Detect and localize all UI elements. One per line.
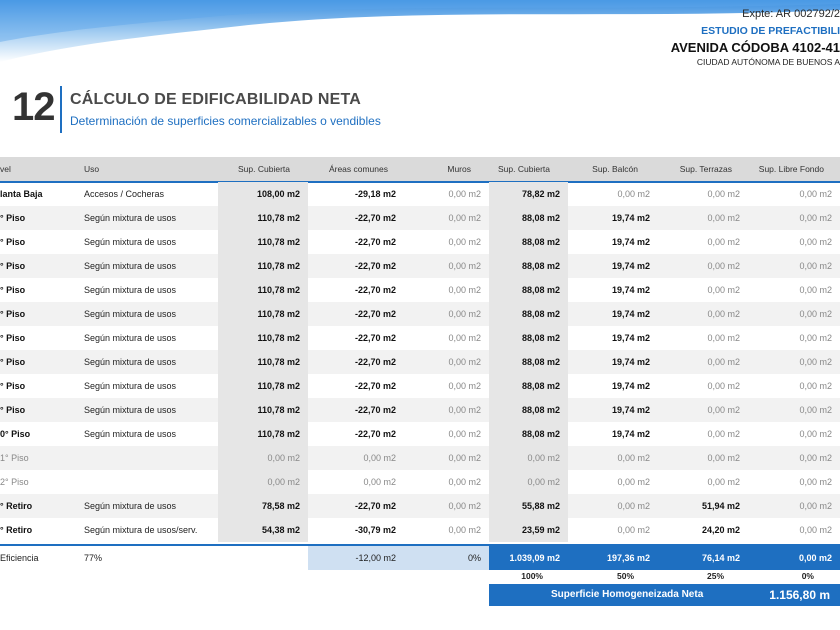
cell-sup-balcon: 0,00 m2 bbox=[617, 525, 650, 535]
cell-nivel: ° Retiro bbox=[0, 501, 33, 511]
cell-areas-comunes: -22,70 m2 bbox=[354, 405, 396, 415]
cell-areas-comunes: -22,70 m2 bbox=[354, 309, 396, 319]
cell-sup-balcon: 19,74 m2 bbox=[611, 381, 650, 391]
cell-sup-balcon: 19,74 m2 bbox=[611, 261, 650, 271]
cell-uso: Según mixtura de usos bbox=[84, 357, 177, 367]
cell-sup-libre-fondo: 0,00 m2 bbox=[799, 285, 832, 295]
cell-areas-comunes: -22,70 m2 bbox=[354, 285, 396, 295]
cell-sup-cubierta: 110,78 m2 bbox=[218, 422, 308, 446]
cell-sup-cubierta-neta: 88,08 m2 bbox=[489, 230, 568, 254]
cell-sup-balcon: 0,00 m2 bbox=[617, 501, 650, 511]
cell-nivel: 1° Piso bbox=[0, 453, 29, 463]
cell-muros: 0,00 m2 bbox=[448, 237, 481, 247]
cell-muros: 0,00 m2 bbox=[448, 525, 481, 535]
cell-sup-cubierta-neta: 88,08 m2 bbox=[489, 302, 568, 326]
cell-sup-libre-fondo: 0,00 m2 bbox=[799, 237, 832, 247]
table-header bbox=[0, 157, 840, 183]
cell-sup-libre-fondo: 0,00 m2 bbox=[799, 261, 832, 271]
cell-nivel: ° Piso bbox=[0, 381, 26, 391]
col-header-sup-balcon: Sup. Balcón bbox=[592, 164, 638, 174]
cell-sup-balcon: 19,74 m2 bbox=[611, 333, 650, 343]
superficie-neta-bar bbox=[489, 584, 840, 606]
cell-sup-libre-fondo: 0,00 m2 bbox=[799, 357, 832, 367]
coef-sup-cubierta: 100% bbox=[521, 571, 543, 581]
section-title: CÁLCULO DE EDIFICABILIDAD NETA bbox=[70, 91, 362, 108]
cell-areas-comunes: -29,18 m2 bbox=[354, 189, 396, 199]
cell-uso: Según mixtura de usos bbox=[84, 501, 177, 511]
cell-sup-terrazas: 0,00 m2 bbox=[707, 237, 740, 247]
totals-row bbox=[0, 544, 840, 570]
cell-sup-terrazas: 0,00 m2 bbox=[707, 189, 740, 199]
table-row bbox=[0, 470, 840, 494]
address-title: AVENIDA CÓDOBA 4102-41 bbox=[670, 40, 840, 55]
cell-muros: 0,00 m2 bbox=[448, 477, 481, 487]
col-header-sup-cubierta-neta: Sup. Cubierta bbox=[498, 164, 550, 174]
cell-sup-terrazas: 0,00 m2 bbox=[707, 381, 740, 391]
cell-sup-libre-fondo: 0,00 m2 bbox=[799, 525, 832, 535]
study-label: ESTUDIO DE PREFACTIBILI bbox=[701, 25, 840, 37]
cell-sup-cubierta: 110,78 m2 bbox=[218, 206, 308, 230]
cell-nivel: 2° Piso bbox=[0, 477, 29, 487]
cell-muros: 0,00 m2 bbox=[448, 285, 481, 295]
cell-nivel: ° Piso bbox=[0, 285, 26, 295]
coef-sup-terrazas: 25% bbox=[706, 571, 724, 581]
totals-sup-cubierta: 1.039,09 m2 bbox=[489, 546, 568, 570]
cell-sup-terrazas: 0,00 m2 bbox=[707, 285, 740, 295]
totals-sup-terrazas: 76,14 m2 bbox=[658, 546, 748, 570]
cell-areas-comunes: -22,70 m2 bbox=[354, 333, 396, 343]
cell-sup-cubierta: 110,78 m2 bbox=[218, 302, 308, 326]
cell-sup-cubierta: 110,78 m2 bbox=[218, 374, 308, 398]
totals-areas-comunes: -12,00 m2 bbox=[308, 546, 404, 570]
cell-uso: Según mixtura de usos bbox=[84, 429, 177, 439]
cell-sup-libre-fondo: 0,00 m2 bbox=[799, 381, 832, 391]
cell-nivel: ° Piso bbox=[0, 237, 26, 247]
cell-sup-balcon: 19,74 m2 bbox=[611, 237, 650, 247]
cell-sup-terrazas: 0,00 m2 bbox=[707, 261, 740, 271]
cell-sup-libre-fondo: 0,00 m2 bbox=[799, 453, 832, 463]
cell-sup-cubierta-neta: 88,08 m2 bbox=[489, 254, 568, 278]
table-row bbox=[0, 374, 840, 398]
cell-sup-balcon: 0,00 m2 bbox=[617, 189, 650, 199]
table-row bbox=[0, 230, 840, 254]
cell-sup-balcon: 19,74 m2 bbox=[611, 213, 650, 223]
cell-uso: Según mixtura de usos bbox=[84, 333, 177, 343]
cell-sup-balcon: 19,74 m2 bbox=[611, 357, 650, 367]
cell-sup-cubierta-neta: 88,08 m2 bbox=[489, 278, 568, 302]
cell-sup-cubierta: 108,00 m2 bbox=[218, 182, 308, 206]
expediente-number: Expte: AR 002792/2 bbox=[742, 8, 840, 20]
cell-sup-terrazas: 0,00 m2 bbox=[707, 405, 740, 415]
cell-sup-cubierta: 78,58 m2 bbox=[218, 494, 308, 518]
cell-sup-terrazas: 0,00 m2 bbox=[707, 429, 740, 439]
table-row bbox=[0, 398, 840, 422]
cell-uso: Según mixtura de usos bbox=[84, 381, 177, 391]
table-row bbox=[0, 182, 840, 206]
cell-sup-cubierta-neta: 23,59 m2 bbox=[489, 518, 568, 542]
totals-sup-libre-fondo: 0,00 m2 bbox=[748, 546, 840, 570]
totals-label: Eficiencia bbox=[0, 553, 39, 563]
cell-sup-cubierta: 110,78 m2 bbox=[218, 350, 308, 374]
cell-uso bbox=[84, 446, 218, 470]
cell-uso: Según mixtura de usos bbox=[84, 309, 177, 319]
totals-sup-balcon: 197,36 m2 bbox=[568, 546, 658, 570]
cell-sup-cubierta-neta: 0,00 m2 bbox=[489, 470, 568, 494]
cell-sup-libre-fondo: 0,00 m2 bbox=[799, 213, 832, 223]
cell-nivel: ° Piso bbox=[0, 261, 26, 271]
cell-sup-cubierta: 110,78 m2 bbox=[218, 230, 308, 254]
cell-sup-cubierta: 0,00 m2 bbox=[218, 446, 308, 470]
cell-sup-balcon: 19,74 m2 bbox=[611, 309, 650, 319]
cell-sup-terrazas: 0,00 m2 bbox=[707, 357, 740, 367]
cell-muros: 0,00 m2 bbox=[448, 453, 481, 463]
cell-sup-cubierta: 110,78 m2 bbox=[218, 254, 308, 278]
cell-sup-libre-fondo: 0,00 m2 bbox=[799, 189, 832, 199]
table-row bbox=[0, 422, 840, 446]
cell-sup-balcon: 0,00 m2 bbox=[617, 477, 650, 487]
cell-sup-cubierta-neta: 88,08 m2 bbox=[489, 326, 568, 350]
table-row bbox=[0, 446, 840, 470]
cell-sup-libre-fondo: 0,00 m2 bbox=[799, 429, 832, 439]
cell-sup-cubierta-neta: 88,08 m2 bbox=[489, 422, 568, 446]
table-row bbox=[0, 494, 840, 518]
cell-sup-libre-fondo: 0,00 m2 bbox=[799, 477, 832, 487]
table-row bbox=[0, 278, 840, 302]
cell-uso: Accesos / Cocheras bbox=[84, 189, 165, 199]
cell-sup-terrazas: 0,00 m2 bbox=[707, 477, 740, 487]
cell-nivel: ° Piso bbox=[0, 405, 26, 415]
cell-sup-terrazas: 0,00 m2 bbox=[707, 453, 740, 463]
col-header-sup-libre-fondo: Sup. Libre Fondo bbox=[758, 164, 824, 174]
cell-sup-libre-fondo: 0,00 m2 bbox=[799, 501, 832, 511]
table-row bbox=[0, 350, 840, 374]
cell-areas-comunes: -22,70 m2 bbox=[354, 381, 396, 391]
col-header-uso: Uso bbox=[84, 164, 100, 174]
cell-muros: 0,00 m2 bbox=[448, 429, 481, 439]
coef-sup-balcon: 50% bbox=[616, 571, 634, 581]
cell-uso: Según mixtura de usos bbox=[84, 405, 177, 415]
cell-muros: 0,00 m2 bbox=[448, 189, 481, 199]
cell-sup-terrazas: 0,00 m2 bbox=[707, 333, 740, 343]
cell-nivel: ° Piso bbox=[0, 333, 26, 343]
cell-areas-comunes: 0,00 m2 bbox=[363, 477, 396, 487]
superficie-neta-label: Superficie Homogeneizada Neta bbox=[551, 589, 704, 600]
cell-sup-cubierta: 110,78 m2 bbox=[218, 278, 308, 302]
cell-nivel: ° Piso bbox=[0, 309, 26, 319]
totals-muros: 0% bbox=[404, 546, 489, 570]
cell-uso: Según mixtura de usos bbox=[84, 237, 177, 247]
cell-uso: Según mixtura de usos bbox=[84, 213, 177, 223]
table-row bbox=[0, 326, 840, 350]
cell-sup-cubierta: 54,38 m2 bbox=[218, 518, 308, 542]
cell-sup-balcon: 19,74 m2 bbox=[611, 285, 650, 295]
cell-muros: 0,00 m2 bbox=[448, 357, 481, 367]
cell-muros: 0,00 m2 bbox=[448, 261, 481, 271]
cell-areas-comunes: -22,70 m2 bbox=[354, 237, 396, 247]
cell-sup-libre-fondo: 0,00 m2 bbox=[799, 333, 832, 343]
cell-sup-cubierta-neta: 55,88 m2 bbox=[489, 494, 568, 518]
cell-sup-cubierta: 110,78 m2 bbox=[218, 398, 308, 422]
cell-areas-comunes: -22,70 m2 bbox=[354, 429, 396, 439]
cell-nivel: ° Piso bbox=[0, 357, 26, 367]
cell-sup-cubierta: 0,00 m2 bbox=[218, 470, 308, 494]
cell-muros: 0,00 m2 bbox=[448, 381, 481, 391]
coef-sup-libre-fondo: 0% bbox=[801, 571, 814, 581]
cell-uso: Según mixtura de usos bbox=[84, 285, 177, 295]
superficie-neta-value: 1.156,80 m bbox=[769, 588, 830, 602]
col-header-muros: Muros bbox=[447, 164, 471, 174]
cell-sup-cubierta-neta: 88,08 m2 bbox=[489, 374, 568, 398]
section-subtitle: Determinación de superficies comercializables o vendibles bbox=[70, 114, 381, 128]
cell-sup-terrazas: 0,00 m2 bbox=[707, 213, 740, 223]
cell-sup-libre-fondo: 0,00 m2 bbox=[799, 309, 832, 319]
table-row bbox=[0, 254, 840, 278]
col-header-areas-comunes: Áreas comunes bbox=[328, 164, 388, 174]
table-row bbox=[0, 518, 840, 542]
city-label: CIUDAD AUTÓNOMA DE BUENOS A bbox=[696, 57, 840, 67]
cell-areas-comunes: -22,70 m2 bbox=[354, 357, 396, 367]
cell-sup-balcon: 19,74 m2 bbox=[611, 405, 650, 415]
cell-areas-comunes: 0,00 m2 bbox=[363, 453, 396, 463]
cell-nivel: ° Retiro bbox=[0, 525, 33, 535]
table-row bbox=[0, 302, 840, 326]
section-divider bbox=[60, 86, 62, 133]
cell-areas-comunes: -22,70 m2 bbox=[354, 213, 396, 223]
cell-nivel: ° Piso bbox=[0, 213, 26, 223]
cell-nivel: 0° Piso bbox=[0, 429, 31, 439]
cell-nivel: lanta Baja bbox=[0, 189, 43, 199]
cell-uso: Según mixtura de usos/serv. bbox=[84, 525, 198, 535]
cell-areas-comunes: -22,70 m2 bbox=[354, 261, 396, 271]
cell-uso: Según mixtura de usos bbox=[84, 261, 177, 271]
cell-sup-cubierta-neta: 88,08 m2 bbox=[489, 398, 568, 422]
col-header-sup-terrazas: Sup. Terrazas bbox=[679, 164, 732, 174]
cell-sup-cubierta-neta: 0,00 m2 bbox=[489, 446, 568, 470]
table-row bbox=[0, 206, 840, 230]
cell-muros: 0,00 m2 bbox=[448, 309, 481, 319]
cell-sup-cubierta-neta: 88,08 m2 bbox=[489, 206, 568, 230]
cell-sup-terrazas: 0,00 m2 bbox=[707, 309, 740, 319]
cell-sup-terrazas: 51,94 m2 bbox=[701, 501, 740, 511]
col-header-sup-cubierta: Sup. Cubierta bbox=[238, 164, 290, 174]
cell-uso bbox=[84, 470, 218, 494]
cell-sup-libre-fondo: 0,00 m2 bbox=[799, 405, 832, 415]
cell-sup-cubierta-neta: 78,82 m2 bbox=[489, 182, 568, 206]
cell-areas-comunes: -30,79 m2 bbox=[354, 525, 396, 535]
cell-sup-balcon: 19,74 m2 bbox=[611, 429, 650, 439]
cell-muros: 0,00 m2 bbox=[448, 333, 481, 343]
cell-sup-cubierta: 110,78 m2 bbox=[218, 326, 308, 350]
cell-sup-terrazas: 24,20 m2 bbox=[701, 525, 740, 535]
cell-muros: 0,00 m2 bbox=[448, 405, 481, 415]
cell-muros: 0,00 m2 bbox=[448, 501, 481, 511]
cell-sup-balcon: 0,00 m2 bbox=[617, 453, 650, 463]
cell-sup-cubierta-neta: 88,08 m2 bbox=[489, 350, 568, 374]
col-header-nivel: vel bbox=[0, 164, 11, 174]
cell-areas-comunes: -22,70 m2 bbox=[354, 501, 396, 511]
cell-muros: 0,00 m2 bbox=[448, 213, 481, 223]
section-number: 12 bbox=[12, 85, 55, 129]
totals-eficiencia: 77% bbox=[84, 553, 103, 563]
